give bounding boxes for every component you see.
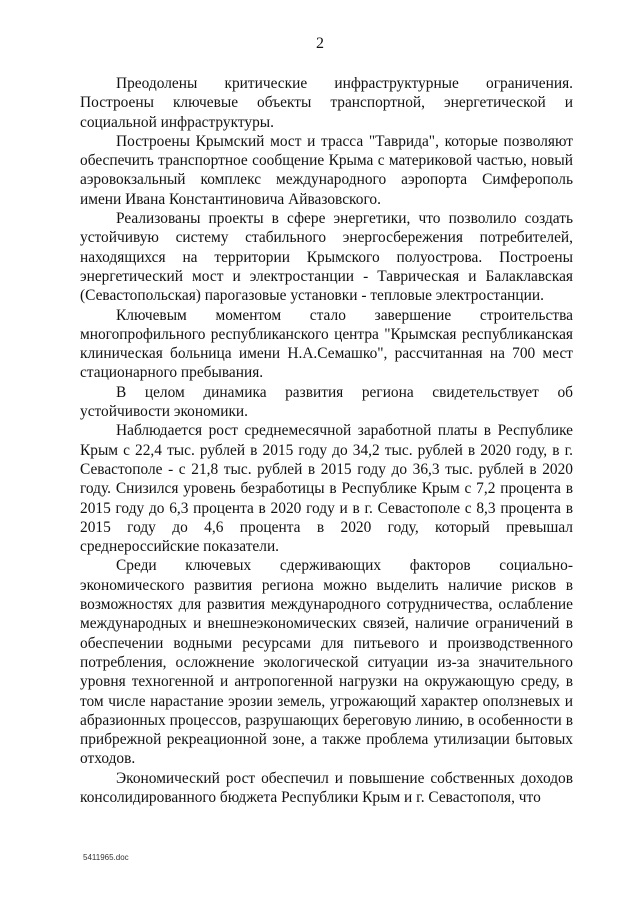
paragraph-dynamics: В целом динамика развития региона свидетельствует об устойчивости экономики. bbox=[80, 383, 573, 421]
document-body bbox=[80, 74, 573, 807]
paragraph-hospital: Ключевым моментом стало завершение строительства многопрофильного республиканского центра "Крымская республиканская клиническая больница имени Н.А.Семашко", рассчитанная на 700 мест стационарного пребывания. bbox=[80, 306, 573, 382]
paragraph-budget: Экономический рост обеспечил и повышение собственных доходов консолидированного бюджета Республики Крым и г. Севастополя, что bbox=[80, 769, 573, 806]
paragraph-transport: Построены Крымский мост и трасса "Таврида", которые позволяют обеспечить транспортное сообщение Крыма с материковой частью, новый аэровокзальный комплекс международного аэропорта Симферополь имени Ивана Константиновича Айвазовского. bbox=[80, 132, 573, 208]
paragraph-wages: Наблюдается рост среднемесячной заработной платы в Республике Крым с 22,4 тыс. рублей в 2015 году до 34,2 тыс. рублей в 2020 году, в г. Севастополе - с 21,8 тыс. рублей в 2015 году до 36,3 тыс. рублей в 2020 году. Снизился уровень безработицы в Республике Крым с 7,2 процента в 2015 году до 6,3 процента в 2020 году и в г. Севастополе с 8,3 процента в 2015 году до 4,6 процента в 2020 году, который превышал среднероссийские показатели. bbox=[80, 422, 573, 556]
paragraph-energy: Реализованы проекты в сфере энергетики, что позволило создать устойчивую систему стабильного энергосбережения потребителей, находящихся на территории Крымского полуострова. Построены энергетический мост и электростанции - Таврическая и Балаклавская (Севастопольская) парогазовые установки - тепловые электростанции. bbox=[80, 210, 573, 305]
page-number: 2 bbox=[316, 35, 324, 52]
paragraph-infrastructure: Преодолены критические инфраструктурные ограничения. Построены ключевые объекты транспортной, энергетической и социальной инфраструктуры. bbox=[80, 75, 573, 131]
document-footer: 5411965.doc bbox=[83, 853, 129, 862]
paragraph-risks: Среди ключевых сдерживающих факторов социально-экономического развития региона можно выделить наличие рисков в возможностях для развития международного сотрудничества, ослабление международных и внешнеэкономических связей, наличие ограничений в обеспечении водными ресурсами для питьевого и производственного потребления, осложнение экологической ситуации из-за значительного уровня техногенной и антропогенной нагрузки на окружающую среду, в том числе нарастание эрозии земель, угрожающий характер оползневых и абразионных процессов, разрушающих береговую линию, в особенности в прибрежной рекреационной зоне, а также проблема утилизации бытовых отходов. bbox=[80, 557, 573, 768]
